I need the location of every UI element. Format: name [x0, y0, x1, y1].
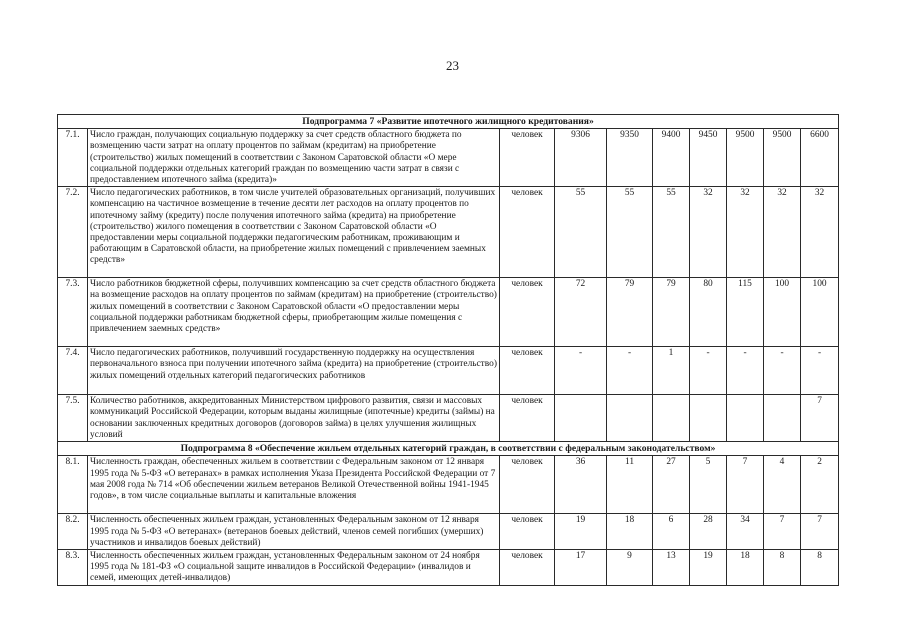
value-cell: 13: [653, 550, 690, 586]
value-cell: 7: [764, 514, 801, 550]
value-cell: 9400: [653, 129, 690, 187]
table-row: [58, 347, 839, 395]
table-row: [58, 514, 839, 550]
unit-cell: человек: [500, 278, 555, 347]
unit-cell: человек: [500, 129, 555, 187]
value-cell: 18: [607, 514, 653, 550]
row-number: 8.2.: [58, 514, 88, 550]
row-number: 7.5.: [58, 395, 88, 442]
value-cell: 2: [801, 456, 839, 514]
value-cell: 32: [690, 187, 727, 278]
row-number: 8.3.: [58, 550, 88, 586]
section-header-row: [58, 115, 839, 129]
value-cell: 8: [764, 550, 801, 586]
value-cell: 72: [555, 278, 607, 347]
page-number: 23: [446, 58, 459, 73]
section-title: Подпрограмма 8 «Обеспечение жильем отдельных категорий граждан, в соответствии с федеральным законодательством»: [58, 442, 839, 456]
indicator-description: Число граждан, получающих социальную поддержку за счет средств областного бюджета по возмещению части затрат на оплату процентов по займам (кредитам) на приобретение (строительство) жилых помещений в соответствии с Законом Саратовской области «О мере социальной поддержки отдельных категорий граждан по возмещению части затрат в связи с предоставлением ипотечного займа (кредита)»: [88, 129, 500, 187]
value-cell: 8: [801, 550, 839, 586]
table-row: [58, 456, 839, 514]
value-cell: 4: [764, 456, 801, 514]
value-cell: -: [801, 347, 839, 395]
indicators-table: [57, 114, 839, 586]
row-number: 7.3.: [58, 278, 88, 347]
value-cell: 11: [607, 456, 653, 514]
value-cell: 9450: [690, 129, 727, 187]
value-cell: 55: [607, 187, 653, 278]
value-cell: 79: [653, 278, 690, 347]
value-cell: 27: [653, 456, 690, 514]
indicator-description: Число работников бюджетной сферы, получивших компенсацию за счет средств областного бюджета на возмещение расходов на оплату процентов по займам (кредитам) на приобретение (строительство) жилых помещений в соответствии с Законом Саратовской области «О предоставлении меры социальной поддержки работникам бюджетной сферы, приобретающим жилые помещения с привлечением заемных средств»: [88, 278, 500, 347]
value-cell: 36: [555, 456, 607, 514]
value-cell: -: [555, 347, 607, 395]
value-cell: [690, 395, 727, 442]
table-body: [58, 115, 839, 586]
value-cell: 19: [690, 550, 727, 586]
value-cell: 34: [727, 514, 764, 550]
unit-cell: человек: [500, 550, 555, 586]
row-number: 8.1.: [58, 456, 88, 514]
unit-cell: человек: [500, 347, 555, 395]
unit-cell: человек: [500, 395, 555, 442]
value-cell: 9350: [607, 129, 653, 187]
table-row: [58, 550, 839, 586]
row-number: 7.1.: [58, 129, 88, 187]
table-row: [58, 395, 839, 442]
value-cell: [653, 395, 690, 442]
indicator-description: Численность граждан, обеспеченных жильем в соответствии с Федеральным законом от 12 января 1995 года № 5-ФЗ «О ветеранах» в рамках исполнения Указа Президента Российской Федерации от 7 мая 2008 года № 714 «Об обеспечении жильем ветеранов Великой Отечественной войны 1941-1945 годов», в том числе социальные выплаты и капитальные вложения: [88, 456, 500, 514]
value-cell: [727, 395, 764, 442]
value-cell: 100: [764, 278, 801, 347]
value-cell: [764, 395, 801, 442]
value-cell: 9500: [727, 129, 764, 187]
value-cell: 100: [801, 278, 839, 347]
value-cell: 6: [653, 514, 690, 550]
indicator-description: Число педагогических работников, в том числе учителей образовательных организаций, получивших компенсацию на частичное возмещение в течение десяти лет расходов на оплату процентов по ипотечному займу (кредиту) после получения ипотечного займа (кредита) на приобретение (строительство) жилого помещения в соответствии с Законом Саратовской области «О предоставлении меры социальной поддержки педагогическим работникам, проживающим и работающим в Саратовской области, на приобретение жилых помещений с привлечением заемных средств»: [88, 187, 500, 278]
value-cell: 6600: [801, 129, 839, 187]
value-cell: 5: [690, 456, 727, 514]
section-header-row: [58, 442, 839, 456]
value-cell: 19: [555, 514, 607, 550]
value-cell: -: [727, 347, 764, 395]
unit-cell: человек: [500, 456, 555, 514]
row-number: 7.4.: [58, 347, 88, 395]
value-cell: 9500: [764, 129, 801, 187]
value-cell: 7: [801, 395, 839, 442]
value-cell: -: [607, 347, 653, 395]
value-cell: 28: [690, 514, 727, 550]
table-row: [58, 187, 839, 278]
value-cell: 1: [653, 347, 690, 395]
indicator-description: Количество работников, аккредитованных Министерством цифрового развития, связи и массовых коммуникаций Российской Федерации, которым выданы жилищные (ипотечные) кредиты (займы) на основании заключенных кредитных договоров (договоров займа) в целях улучшения жилищных условий: [88, 395, 500, 442]
value-cell: 9: [607, 550, 653, 586]
value-cell: -: [690, 347, 727, 395]
table-row: [58, 278, 839, 347]
indicator-description: Число педагогических работников, получивший государственную поддержку на осуществления первоначального взноса при получении ипотечного займа (кредита) на приобретение (строительство) жилых помещений отдельных категорий педагогических работников: [88, 347, 500, 395]
value-cell: 9306: [555, 129, 607, 187]
value-cell: 80: [690, 278, 727, 347]
unit-cell: человек: [500, 187, 555, 278]
value-cell: 55: [653, 187, 690, 278]
row-number: 7.2.: [58, 187, 88, 278]
value-cell: 32: [764, 187, 801, 278]
indicator-description: Численность обеспеченных жильем граждан, установленных Федеральным законом от 24 ноября 1995 года № 181-ФЗ «О социальной защите инвалидов в Российской Федерации» (инвалидов и семей, имеющих детей-инвалидов): [88, 550, 500, 586]
value-cell: [555, 395, 607, 442]
section-title: Подпрограмма 7 «Развитие ипотечного жилищного кредитования»: [58, 115, 839, 129]
table-row: [58, 129, 839, 187]
value-cell: 55: [555, 187, 607, 278]
value-cell: 17: [555, 550, 607, 586]
value-cell: [607, 395, 653, 442]
value-cell: 115: [727, 278, 764, 347]
value-cell: -: [764, 347, 801, 395]
value-cell: 7: [727, 456, 764, 514]
value-cell: 32: [727, 187, 764, 278]
value-cell: 79: [607, 278, 653, 347]
value-cell: 7: [801, 514, 839, 550]
value-cell: 18: [727, 550, 764, 586]
value-cell: 32: [801, 187, 839, 278]
unit-cell: человек: [500, 514, 555, 550]
indicator-description: Численность обеспеченных жильем граждан, установленных Федеральным законом от 12 января 1995 года № 5-ФЗ «О ветеранах» (ветеранов боевых действий, членов семей погибших (умерших) участников и инвалидов боевых действий): [88, 514, 500, 550]
